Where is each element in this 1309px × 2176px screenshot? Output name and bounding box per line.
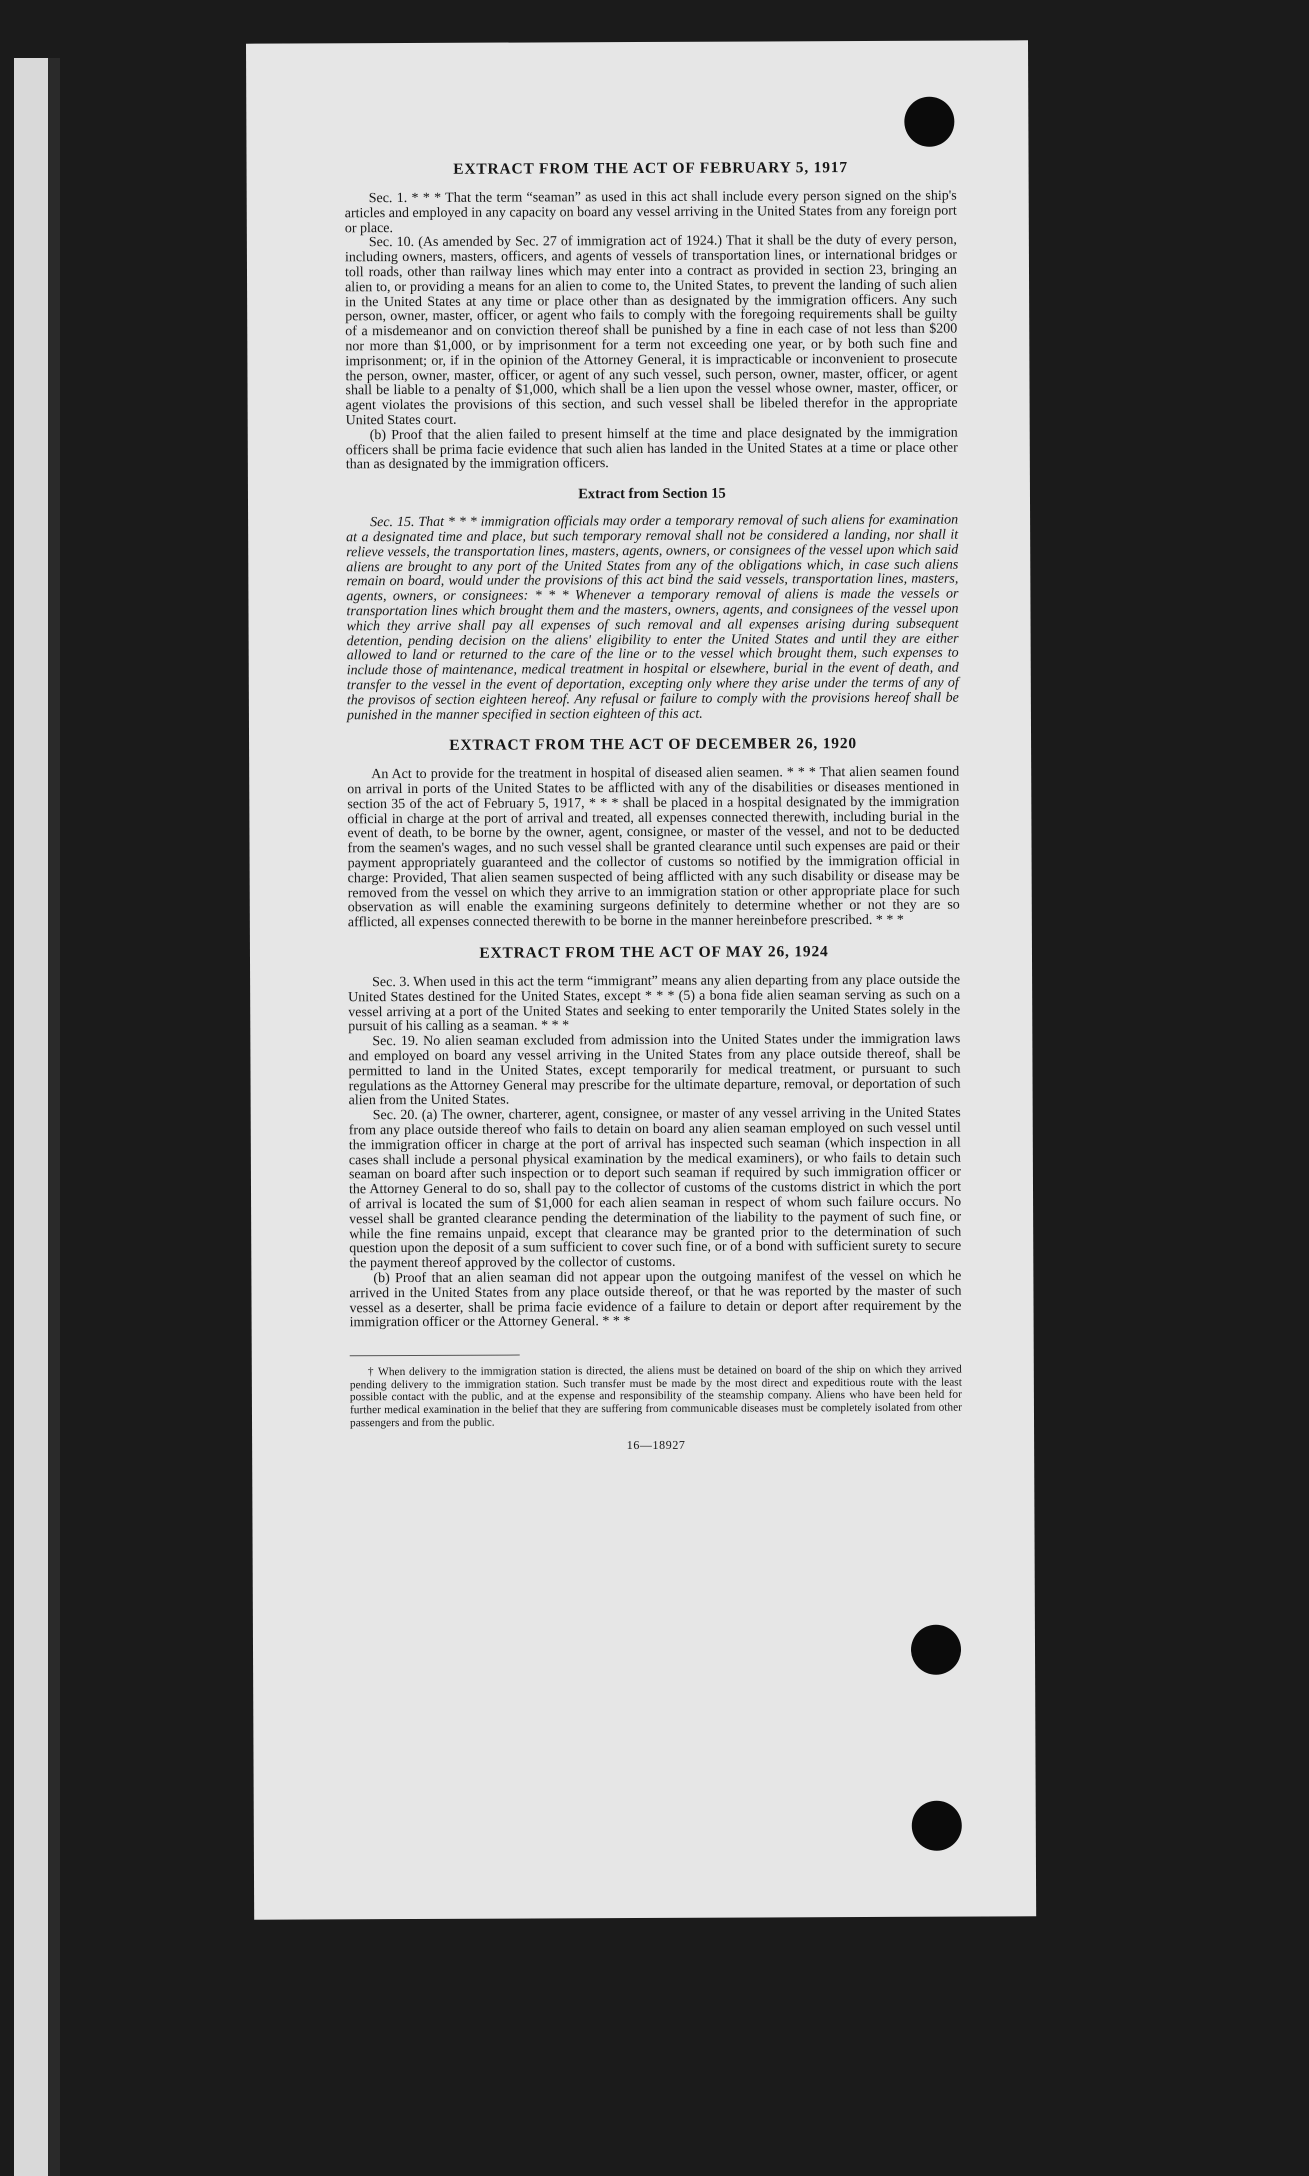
section-heading-feb-1917: EXTRACT FROM THE ACT OF FEBRUARY 5, 1917	[453, 159, 848, 178]
paragraph-sec-1: Sec. 1. * * * That the term “seaman” as used in this act shall include every person signed on the ship's articles and employed in any capacity on board any vessel arriving in the United States from any foreign port or place.	[344, 188, 957, 236]
paragraph-sec-3: Sec. 3. When used in this act the term “immigrant” means any alien departing from any place outside the United States destined for the United States, except * * * (5) a bona fide alien seaman serving as such on a vessel arriving at a port of the United States and seeking to enter temporarily the United States solely in the pursuit of his calling as a seaman. * * *	[348, 972, 961, 1035]
punch-hole-top	[904, 97, 954, 147]
footnote: † When delivery to the immigration station is directed, the aliens must be detained on board of the ship on which they arrived pending delivery to the immigration station. Such transfer must be made by the most direct and expeditious route with the least possible contact with the public, and at the expense and responsibility of the steamship company. Aliens who have been held for further medical examination in the belief that they are suffering from communicable diseases must be completely isolated from other passengers and from the public.	[349, 1363, 962, 1429]
footnote-divider	[350, 1355, 520, 1357]
section-heading-section-15: Extract from Section 15	[578, 485, 726, 503]
document-page	[246, 40, 1036, 1919]
scan-border-shadow	[48, 58, 60, 2176]
paragraph-sec-20-a: Sec. 20. (a) The owner, charterer, agent, consignee, or master of any vessel arriving in the United States from any place outside thereof who fails to detain on board any alien seaman employed on such vessel until the immigration officer in charge at the port of arrival has inspected such seaman (which inspection in all cases shall include a personal physical examination by the medical examiners), or who fails to detain such seaman on board after such inspection or to deport such seaman if required by such immigration officer or the Attorney General to do so, shall pay to the collector of customs of the customs district in which the port of arrival is located the sum of $1,000 for each alien seaman in respect of whom such failure occurs. No vessel shall be granted clearance pending the determination of the liability to the payment of such fine, or while the fine remains unpaid, except that clearance may be granted prior to the determination of such question upon the deposit of a sum sufficient to cover such fine, or of a bond with sufficient surety to secure the payment thereof approved by the collector of customs.	[348, 1105, 962, 1272]
scan-border-strip	[14, 58, 48, 2176]
paragraph-sec-20-b: (b) Proof that an alien seaman did not appear upon the outgoing manifest of the vessel on which he arrived in the United States from any place outside thereof, or that he was reported by the master of such vessel as a deserter, shall be prima facie evidence of a failure to detain or deport after requirement by the immigration officer or the Attorney General. * * *	[349, 1268, 962, 1331]
section-heading-dec-1920: EXTRACT FROM THE ACT OF DECEMBER 26, 1920	[449, 735, 857, 755]
paragraph-sec-10: Sec. 10. (As amended by Sec. 27 of immigration act of 1924.) That it shall be the duty of every person, including owners, masters, officers, and agents of vessels of transportation lines, or international bridges or toll roads, other than railway lines which may enter into a contract as provided in section 23, bringing an alien to, or providing a means for an alien to come to, the United States, to prevent the landing of such alien in the United States at any time or place other than as designated by the immigration officers. Any such person, owner, master, officer, or agent who fails to comply with the foregoing requirements shall be guilty of a misdemeanor and on conviction thereof shall be punished by a fine in each case of not less than $200 nor more than $1,000, or by imprisonment for a term not exceeding one year, or by both such fine and imprisonment; or, if in the opinion of the Attorney General, it is impracticable or inconvenient to prosecute the person, owner, master, officer, or agent of any such vessel, such person, owner, master, officer, or agent shall be liable to a penalty of $1,000, which shall be a lien upon the vessel whose owner, master, officer, or agent violates the provisions of this section, and such vessel shall be libeled therefor in the appropriate United States court.	[344, 232, 958, 429]
punch-hole-bottom	[912, 1801, 962, 1851]
form-number: 16—18927	[626, 1437, 686, 1453]
paragraph-act-1920: An Act to provide for the treatment in hospital of diseased alien seamen. * * * That alien seamen found on arrival in ports of the United States to be afflicted with any of the disabilities or diseases mentioned in section 35 of the act of February 5, 1917, * * * shall be placed in a hospital designated by the immigration official in charge at the port of arrival and treated, all expenses connected therewith, including burial in the event of death, to be borne by the owner, agent, consignee, or master of the vessel, and not to be deducted from the seamen's wages, and no such vessel shall be granted clearance until such expenses are paid or their payment appropriately guaranteed and the collector of customs so notified by the immigration official in charge: Provided, That alien seamen suspected of being afflicted with any such disability or disease may be removed from the vessel on which they arrive to an immigration station or other appropriate place for such observation as will enable the examining surgeons definitely to determine whether or not they are so afflicted, all expenses connected therewith to be borne in the manner hereinbefore prescribed. * * *	[347, 764, 960, 931]
punch-hole-middle	[911, 1625, 961, 1675]
paragraph-sec-15: Sec. 15. That * * * immigration officials may order a temporary removal of such aliens for examination at a designated time and place, but such temporary removal shall not be considered a landing, nor shall it relieve vessels, the transportation lines, masters, agents, owners, or consignees of the vessel upon which said aliens are brought to any port of the United States from any of the obligations which, in case such aliens remain on board, would under the provisions of this act bind the said vessels, transportation lines, masters, agents, owners, or consignees: * * * Whenever a temporary removal of aliens is made the vessels or transportation lines which brought them and the masters, owners, agents, and consignees of the vessel upon which they arrive shall pay all expenses of such removal and all expenses arising during subsequent detention, pending decision on the aliens' eligibility to enter the United States and until they are either allowed to land or returned to the care of the line or to the vessel which brought them, such expenses to include those of maintenance, medical treatment in hospital or elsewhere, burial in the event of death, and transfer to the vessel in the event of deportation, excepting only where they arise under the terms of any of the provisos of section eighteen hereof. Any refusal or failure to comply with the provisions hereof shall be punished in the manner specified in section eighteen of this act.	[346, 512, 959, 723]
paragraph-sec-10-b: (b) Proof that the alien failed to present himself at the time and place designated by the immigration officers shall be prima facie evidence that such alien has landed in the United States at a time or place other than as designated by the immigration officers.	[345, 425, 958, 473]
paragraph-sec-19: Sec. 19. No alien seaman excluded from admission into the United States under the immigration laws and employed on board any vessel arriving in the United States from any place outside thereof, shall be permitted to land in the United States, except temporarily for medical treatment, or pursuant to such regulations as the Attorney General may prescribe for the ultimate departure, removal, or deportation of such alien from the United States.	[348, 1031, 961, 1109]
section-heading-may-1924: EXTRACT FROM THE ACT OF MAY 26, 1924	[479, 943, 829, 962]
